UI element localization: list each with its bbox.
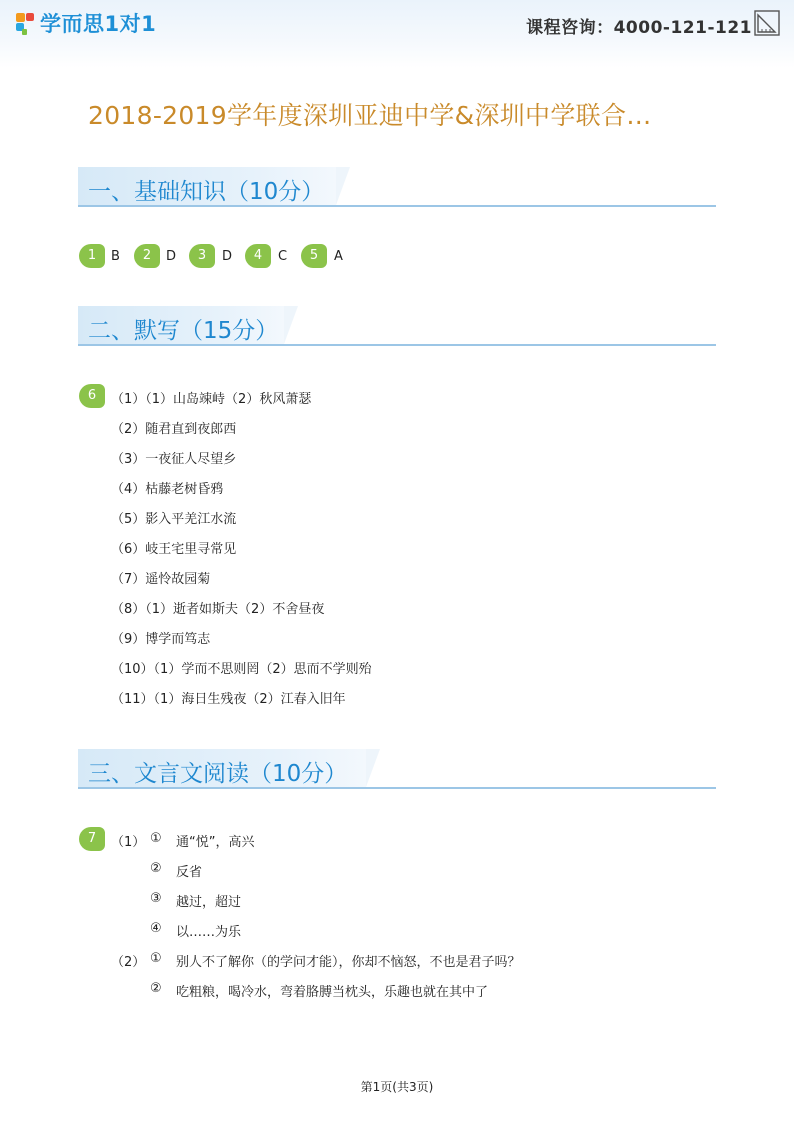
answer-line: 别人不了解你（的学问才能），你却不恼怒，不也是君子吗？ bbox=[176, 955, 521, 970]
answer-line: （6）岐王宅里寻常见 bbox=[111, 542, 237, 557]
section-header-classical-reading bbox=[78, 749, 716, 789]
answer-line: （8）（1）逝者如斯夫（2）不舍昼夜 bbox=[111, 602, 325, 617]
answer-line: （7）遥怜故园菊 bbox=[111, 572, 211, 587]
answer-line: （1）（1）山岛竦峙（2）秋风萧瑟 bbox=[111, 392, 312, 407]
brand-logo bbox=[14, 8, 156, 38]
answer-line: （5）影入平羌江水流 bbox=[111, 512, 237, 527]
answer-line: （9）博学而笃志 bbox=[111, 632, 211, 647]
part-label: （1） bbox=[111, 835, 146, 850]
item-mark: ① bbox=[150, 831, 162, 846]
item-mark: ① bbox=[150, 951, 162, 966]
consult-hotline: 课程咨询：4000-121-121 bbox=[526, 18, 752, 38]
choice-answer: C bbox=[278, 249, 288, 264]
logo-icon bbox=[14, 10, 36, 36]
ruler-triangle-icon bbox=[754, 10, 780, 36]
answer-line: 反省 bbox=[176, 865, 203, 880]
item-mark: ② bbox=[150, 981, 162, 996]
answer-line: （2）随君直到夜郎西 bbox=[111, 422, 237, 437]
choice-answer: A bbox=[334, 249, 343, 264]
choice-answer: D bbox=[166, 249, 177, 264]
question-number-badge: 1 bbox=[79, 244, 105, 268]
question-number-badge: 7 bbox=[79, 827, 105, 851]
section-header-basic-knowledge bbox=[78, 167, 716, 207]
question-number-badge: 4 bbox=[245, 244, 271, 268]
section-title: 三、文言文阅读（10分） bbox=[88, 761, 348, 787]
answer-line: 越过，超过 bbox=[176, 895, 242, 910]
answer-line: 通“悦”，高兴 bbox=[176, 835, 255, 850]
answer-line: （3）一夜征人尽望乡 bbox=[111, 452, 237, 467]
answer-line: （4）枯藤老树昏鸦 bbox=[111, 482, 224, 497]
answer-line: 以……为乐 bbox=[176, 925, 242, 940]
part-label: （2） bbox=[111, 955, 146, 970]
item-mark: ③ bbox=[150, 891, 162, 906]
choice-answer: D bbox=[222, 249, 233, 264]
answer-line: （11）（1）海日生残夜（2）江春入旧年 bbox=[111, 692, 346, 707]
answer-line: （10）（1）学而不思则罔（2）思而不学则殆 bbox=[111, 662, 372, 677]
page-number: 第1页(共3页) bbox=[360, 1080, 434, 1094]
question-number-badge: 6 bbox=[79, 384, 105, 408]
document-title: 2018-2019学年度深圳亚迪中学&深圳中学联合… bbox=[88, 101, 652, 130]
choice-answer: B bbox=[111, 249, 120, 264]
question-number-badge: 3 bbox=[189, 244, 215, 268]
item-mark: ④ bbox=[150, 921, 162, 936]
question-number-badge: 5 bbox=[301, 244, 327, 268]
page-header bbox=[0, 0, 794, 68]
answer-line: 吃粗粮，喝冷水，弯着胳膊当枕头，乐趣也就在其中了 bbox=[176, 985, 489, 1000]
question-number-badge: 2 bbox=[134, 244, 160, 268]
section-title: 一、基础知识（10分） bbox=[88, 179, 325, 205]
section-header-dictation bbox=[78, 306, 716, 346]
logo-text: 学而思1对1 bbox=[40, 12, 157, 36]
item-mark: ② bbox=[150, 861, 162, 876]
section-title: 二、默写（15分） bbox=[88, 318, 279, 344]
